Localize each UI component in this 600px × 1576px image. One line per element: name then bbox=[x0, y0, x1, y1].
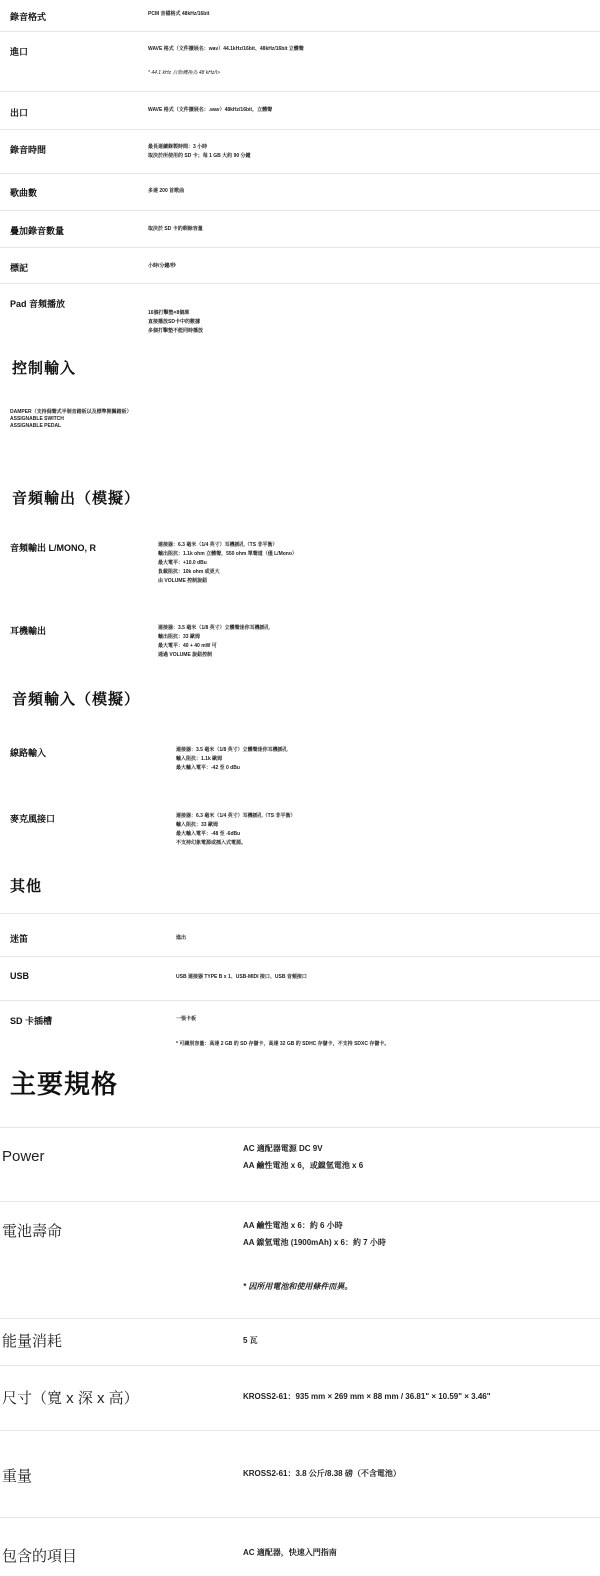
other-label-sd: SD 卡插槽 bbox=[10, 1016, 53, 1026]
spec-value-songs: 多達 200 首歌曲 bbox=[148, 188, 185, 194]
main-value-power-consumption: 5 瓦 bbox=[243, 1336, 258, 1345]
spec-value-overdubs: 取決於 SD 卡的剩餘容量 bbox=[148, 226, 203, 232]
spec-value-rec-format: PCM 音檔格式 48kHz/16bit bbox=[148, 11, 210, 17]
divider bbox=[0, 247, 600, 248]
divider bbox=[0, 210, 600, 211]
spec-value-export: WAVE 格式（文件擴展名：.wav）48kHz/16bit，立體聲 bbox=[148, 107, 273, 113]
main-value-included: AC 適配器，快速入門指南 bbox=[243, 1548, 337, 1557]
divider bbox=[0, 913, 600, 914]
spec-value-markers: 小時/分鐘/秒 bbox=[148, 263, 176, 269]
spec-value-pad-playback: 16個打擊墊×8個庫 直接播放SD卡中的數據 多個打擊墊不能同時播放 bbox=[148, 310, 204, 334]
main-label-battery: 電池壽命 bbox=[2, 1223, 63, 1240]
divider bbox=[0, 1430, 600, 1431]
main-value-weight: KROSS2-61：3.8 公斤/8.38 磅（不含電池） bbox=[243, 1469, 401, 1478]
spec-label-export: 出口 bbox=[10, 108, 29, 118]
audio-out-value-line: 連接器：6.3 毫米（1/4 英寸）耳機插孔（TS 非平衡） 輸出阻抗：1.1k ohm 立體聲，550 ohm 單聲道（僅 L/Mono） 最大電平：+10.0 dBu 負載阻抗：10k ohm 或更大 由 VOLUME 控制旋鈕 bbox=[158, 542, 297, 584]
other-value-midi: 進出 bbox=[176, 935, 187, 941]
audio-in-label-mic: 麥克風接口 bbox=[10, 814, 56, 824]
spec-note-import: * 44.1 kHz 自動轉換為 48 kHz/I> bbox=[148, 70, 221, 76]
main-label-included: 包含的項目 bbox=[2, 1548, 78, 1565]
main-value-power: AC 適配器電源 DC 9V AA 鹼性電池 x 6，或鎳氫電池 x 6 bbox=[243, 1144, 364, 1170]
spec-label-markers: 標記 bbox=[10, 263, 29, 273]
audio-out-value-headphones: 連接器：3.5 毫米（1/8 英寸）立體聲迷你耳機插孔 輸出阻抗：33 歐姆 最大電平：40 + 40 mW 可 通過 VOLUME 旋鈕控制 bbox=[158, 625, 270, 658]
audio-in-label-line: 線路輸入 bbox=[10, 748, 47, 758]
other-note-sd: * 可識別容量：高達 2 GB 的 SD 存儲卡，高達 32 GB 的 SDHC 存儲卡，不支持 SDXC 存儲卡。 bbox=[176, 1041, 390, 1047]
audio-in-value-line: 連接器：3.5 毫米（1/8 英寸）立體聲迷你耳機插孔 輸入阻抗：1.1k 歐姆 最大輸入電平：-42 至 0 dBu bbox=[176, 747, 288, 771]
divider bbox=[0, 91, 600, 92]
divider bbox=[0, 129, 600, 130]
divider bbox=[0, 1000, 600, 1001]
divider bbox=[0, 956, 600, 957]
divider bbox=[0, 1201, 600, 1202]
main-value-dimensions: KROSS2-61：935 mm × 269 mm × 88 mm / 36.81" × 10.59" × 3.46" bbox=[243, 1392, 491, 1401]
section-title-other: 其他 bbox=[10, 878, 43, 895]
divider bbox=[0, 283, 600, 284]
spec-value-rec-time: 最長連續錄製時間：3 小時 取決於所使用的 SD 卡；每 1 GB 大約 90 分鐘 bbox=[148, 144, 251, 159]
section-title-audio-output: 音頻輸出（模擬） bbox=[12, 490, 141, 507]
section-title-audio-input: 音頻輸入（模擬） bbox=[12, 691, 141, 708]
audio-in-value-mic: 連接器：6.3 毫米（1/4 英寸）耳機插孔（TS 非平衡） 輸入阻抗：33 歐姆 最大輸入電平：-48 至 -6dBu 不支持幻象電源或插入式電源。 bbox=[176, 813, 296, 846]
other-value-sd: 一張卡板 bbox=[176, 1016, 197, 1022]
other-label-usb: USB bbox=[10, 971, 30, 981]
other-value-usb: USB 連接器 TYPE B x 1、USB-MIDI 接口、USB 音頻接口 bbox=[176, 974, 307, 980]
section-title-main-spec: 主要規格 bbox=[10, 1069, 119, 1099]
divider bbox=[0, 1127, 600, 1128]
spec-label-rec-time: 錄音時間 bbox=[10, 145, 47, 155]
other-label-midi: 迷笛 bbox=[10, 934, 29, 944]
section-title-control-input: 控制輸入 bbox=[12, 360, 77, 377]
main-label-dimensions: 尺寸（寬 x 深 x 高） bbox=[2, 1390, 139, 1407]
main-label-power: Power bbox=[2, 1148, 45, 1165]
spec-label-pad-playback: Pad 音頻播放 bbox=[10, 299, 66, 309]
main-value-battery: AA 鹼性電池 x 6：約 6 小時 AA 鎳氫電池 (1900mAh) x 6：約 7 小時 bbox=[243, 1221, 386, 1247]
spec-label-rec-format: 錄音格式 bbox=[10, 12, 47, 22]
main-note-battery: * 因所用電池和使用條件而異。 bbox=[243, 1282, 353, 1291]
divider bbox=[0, 1365, 600, 1366]
control-input-list: DAMPER（支持侷聲式半制音踏板以及標準開關踏板） ASSIGNABLE SWITCH ASSIGNABLE PEDAL bbox=[10, 409, 132, 429]
audio-out-label-headphones: 耳機輸出 bbox=[10, 626, 47, 636]
spec-label-overdubs: 疊加錄音數量 bbox=[10, 226, 65, 236]
spec-label-import: 進口 bbox=[10, 47, 29, 57]
spec-value-import: WAVE 格式（文件擴展名：wav）44.1kHz/16bit、48kHz/16bit 立體聲 bbox=[148, 46, 304, 52]
divider bbox=[0, 173, 600, 174]
audio-out-label-line: 音頻輸出 L/MONO, R bbox=[10, 543, 96, 553]
spec-label-songs: 歌曲數 bbox=[10, 188, 38, 198]
divider bbox=[0, 1517, 600, 1518]
divider bbox=[0, 1318, 600, 1319]
main-label-power-consumption: 能量消耗 bbox=[2, 1333, 63, 1350]
main-label-weight: 重量 bbox=[2, 1468, 33, 1485]
divider bbox=[0, 31, 600, 32]
